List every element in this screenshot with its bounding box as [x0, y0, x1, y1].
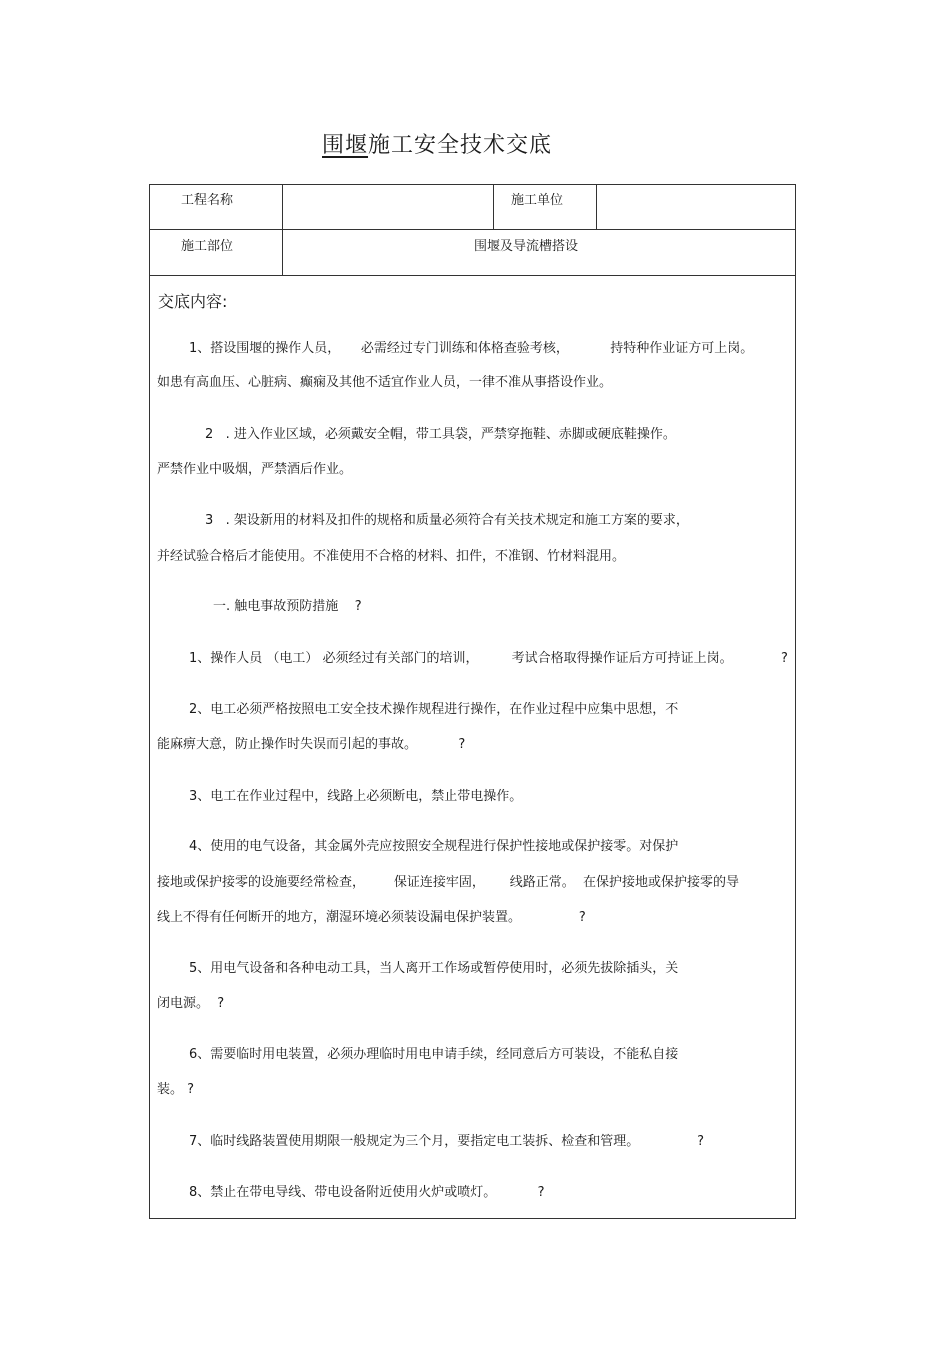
construction-unit-label: 施工单位 — [511, 193, 564, 208]
col-divider-2 — [493, 184, 494, 229]
col-divider-3 — [596, 184, 597, 229]
content-line: 5、用电气设备和各种电动工具，当人离开工作场或暂停使用时，必须先拔除插头，关 — [189, 961, 679, 976]
content-line: 闭电源。 ? — [157, 996, 225, 1011]
content-line: 2、电工必须严格按照电工安全技术操作规程进行操作，在作业过程中应集中思想，不 — [189, 702, 679, 717]
content-line: 1、操作人员 （电工） 必须经过有关部门的培训， 考试合格取得操作证后方可持证上岗。 — [189, 651, 733, 666]
content-line: 能麻痹大意，防止操作时失误而引起的事故。 ? — [157, 737, 466, 752]
content-subheading: 一. 触电事故预防措施 ? — [213, 599, 362, 614]
content-line: 并经试验合格后才能使用。不准使用不合格的材料、扣件，不准钢、竹材料混用。 — [157, 549, 626, 564]
content-line: 3 . 架设新用的材料及扣件的规格和质量必须符合有关技术规定和施工方案的要求， — [205, 513, 689, 528]
col-divider-1 — [282, 184, 283, 275]
content-line: 6、需要临时用电装置，必须办理临时用电申请手续，经同意后方可装设，不能私自接 — [189, 1047, 679, 1062]
title-underlined-part: 围堰 — [322, 133, 369, 158]
content-line: 7、临时线路装置使用期限一般规定为三个月，要指定电工装拆、检查和管理。 ? — [189, 1134, 705, 1149]
content-line: 装。 ? — [157, 1082, 195, 1097]
content-line: 1、搭设围堰的操作人员， 必需经过专门训练和体格查验考核， 持特种作业证方可上岗。 — [189, 341, 754, 356]
page-title — [322, 128, 552, 159]
title-rest: 施工安全技术交底 — [368, 133, 553, 158]
content-line: 严禁作业中吸烟，严禁酒后作业。 — [157, 462, 353, 477]
content-line: 2 . 进入作业区域，必须戴安全帽，带工具袋，严禁穿拖鞋、赤脚或硬底鞋操作。 — [205, 427, 676, 442]
content-heading: 交底内容: — [158, 292, 228, 311]
construction-part-label: 施工部位 — [181, 239, 234, 254]
content-line: 线上不得有任何断开的地方，潮湿环境必须装设漏电保护装置。 ? — [157, 910, 586, 925]
content-line: 4、使用的电气设备，其金属外壳应按照安全规程进行保护性接地或保护接零。对保护 — [189, 839, 679, 854]
project-name-label: 工程名称 — [181, 193, 234, 208]
construction-part-value: 围堰及导流槽搭设 — [474, 239, 579, 254]
content-line: 如患有高血压、心脏病、癫痫及其他不适宜作业人员，一律不准从事搭设作业。 — [157, 375, 613, 390]
row-divider-1 — [149, 229, 796, 230]
content-line: 8、禁止在带电导线、带电设备附近使用火炉或喷灯。 ? — [189, 1185, 545, 1200]
content-line: 接地或保护接零的设施要经常检查， 保证连接牢固， 线路正常。 在保护接地或保护接零的导 — [157, 875, 739, 890]
row-divider-2 — [149, 275, 796, 276]
content-line: ? — [781, 651, 788, 666]
content-line: 3、电工在作业过程中，线路上必须断电，禁止带电操作。 — [189, 789, 523, 804]
